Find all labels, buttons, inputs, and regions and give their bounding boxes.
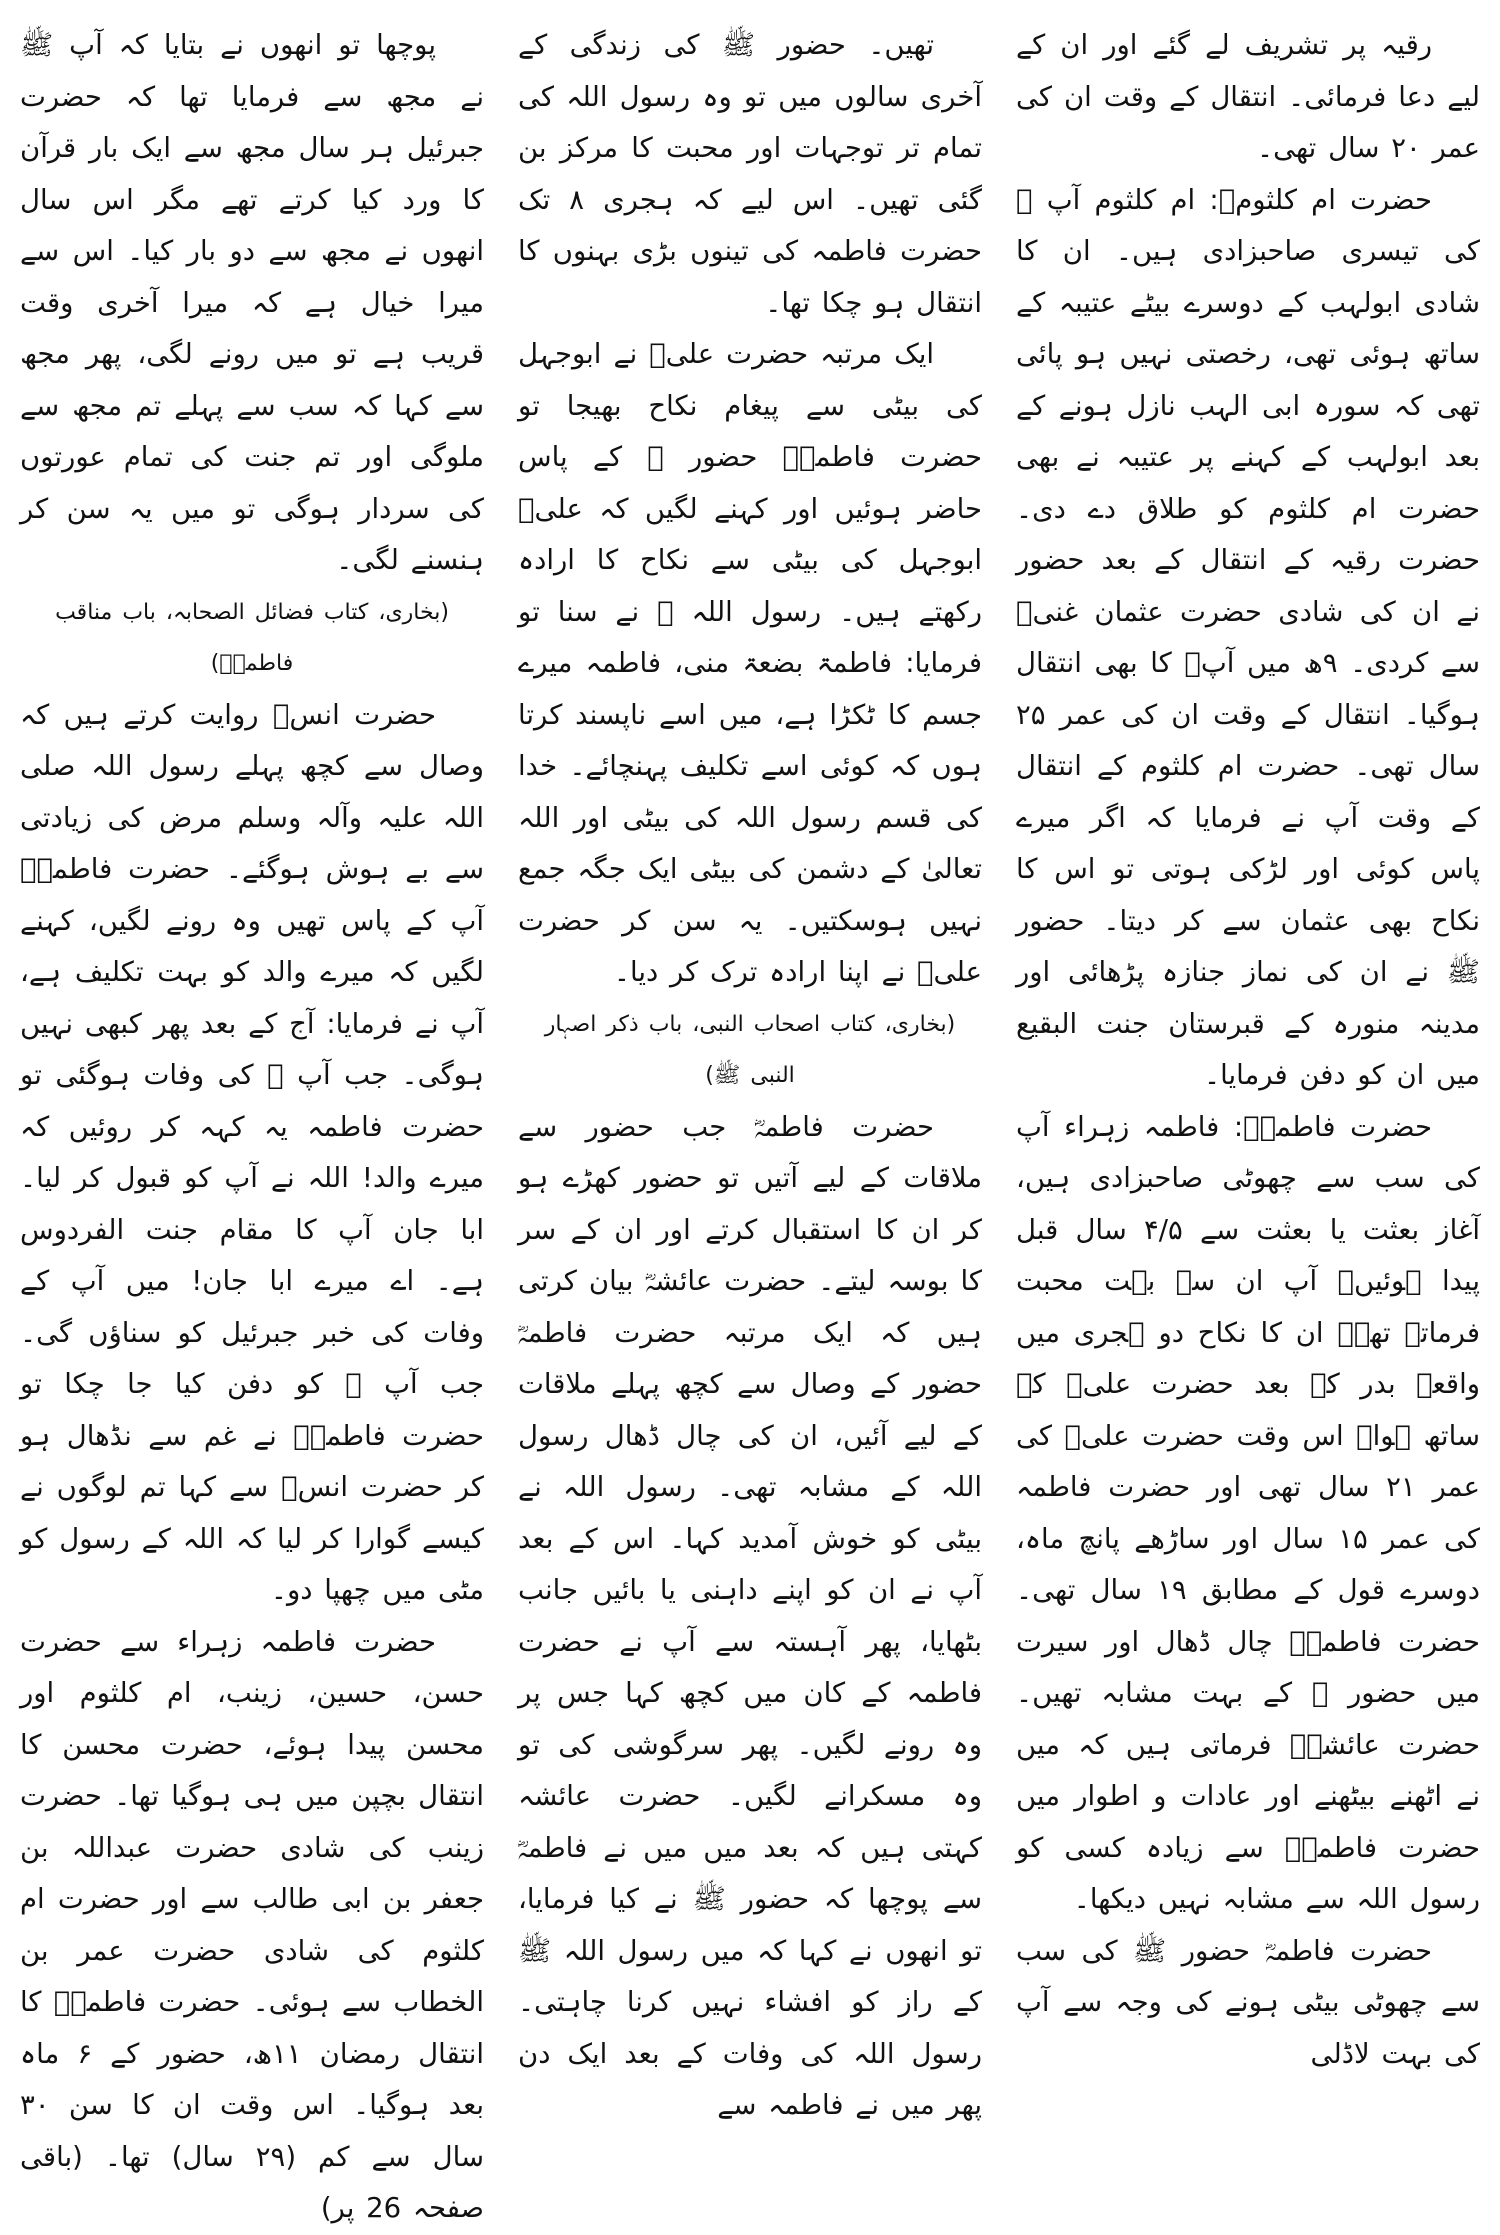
paragraph: حضرت ام کلثومؓ: ام کلثوم آپ ﷺ کی تیسری صاحبزادی ہیں۔ ان کا شادی ابولہب کے دوسرے بیٹے عتیبہ کے ساتھ ہوئی تھی، رخصتی نہیں ہو پائی تھی کہ سورہ ابی الہب نازل ہونے کے بعد ابولہب کے کہنے پر عتیبہ نے بھی حضرت ام کلثوم کو طلاق دے دی۔ حضرت رقیہ کے انتقال کے بعد حضور نے ان کی شادی حضرت عثمان غنیؓ سے کردی۔ ۹ھ میں آپؓ کا بھی انتقال ہوگیا۔ انتقال کے وقت ان کی عمر ۲۵ سال تھی۔ حضرت ام کلثوم کے انتقال کے وقت آپ نے فرمایا کہ اگر میرے پاس کوئی اور لڑکی ہوتی تو اس کا نکاح بھی عثمان سے کر دیتا۔ حضور ﷺ نے ان کی نماز جنازہ پڑھائی اور مدینہ منورہ کے قبرستان جنت البقیع میں ان کو دفن فرمایا۔ <box>1016 183 1480 1091</box>
citation: (بخاری، کتاب اصحاب النبی، باب ذکر اصہار النبی ﷺ) <box>544 1011 956 1088</box>
column-right <box>1016 20 1480 2180</box>
paragraph: رقیہ پر تشریف لے گئے اور ان کے لیے دعا فرمائی۔ انتقال کے وقت ان کی عمر ۲۰ سال تھی۔ <box>1016 29 1480 164</box>
paragraph: حضرت فاطمہؓ حضور ﷺ کی سب سے چھوٹی بیٹی ہونے کی وجہ سے آپ کی بہت لاڈلی <box>1016 1934 1480 2070</box>
paragraph: ایک مرتبہ حضرت علیؓ نے ابوجہل کی بیٹی سے پیغام نکاح بھیجا تو حضرت فاطمہؓ حضور ﷺ کے پاس حاضر ہوئیں اور کہنے لگیں کہ علیؓ ابوجہل کی بیٹی سے نکاح کا ارادہ رکھتے ہیں۔ رسول اللہ ﷺ نے سنا تو فرمایا: فاطمۃ بضعۃ منی، فاطمہ میرے جسم کا ٹکڑا ہے، میں اسے ناپسند کرتا ہوں کہ کوئی اسے تکلیف پہنچائے۔ خدا کی قسم رسول اللہ کی بیٹی اور اللہ تعالیٰ کے دشمن کی بیٹی ایک جگہ جمع نہیں ہوسکتیں۔ یہ سن کر حضرت علیؓ نے اپنا ارادہ ترک کر دیا۔ <box>518 338 982 988</box>
column-left <box>20 20 485 2224</box>
paragraph: حضرت انسؓ روایت کرتے ہیں کہ وصال سے کچھ پہلے رسول اللہ صلی اللہ علیہ وآلہ وسلم مرض کی زیادتی سے بے ہوش ہوگئے۔ حضرت فاطمہؓ آپ کے پاس تھیں وہ رونے لگیں، کہنے لگیں کہ میرے والد کو بہت تکلیف ہے، آپ نے فرمایا: آج کے بعد پھر کبھی نہیں ہوگی۔ جب آپ ﷺ کی وفات ہوگئی تو حضرت فاطمہ یہ کہہ کر روئیں کہ میرے والد! اللہ نے آپ کو قبول کر لیا۔ ابا جان آپ کا مقام جنت الفردوس ہے۔ اے میرے ابا جان! میں آپ کے وفات کی خبر جبرئیل کو سناؤں گی۔ جب آپ ﷺ کو دفن کیا جا چکا تو حضرت فاطمہؓ نے غم سے نڈھال ہو کر حضرت انسؓ سے کہا تم لوگوں نے کیسے گوارا کر لیا کہ اللہ کے رسول کو مٹی میں چھپا دو۔ <box>20 698 484 1606</box>
paragraph: حضرت فاطمہ زہراء سے حضرت حسن، حسین، زینب، ام کلثوم اور محسن پیدا ہوئے، حضرت محسن کا انتقال بچپن میں ہی ہوگیا تھا۔ حضرت زینب کی شادی حضرت عبداللہ بن جعفر بن ابی طالب سے اور حضرت ام کلثوم کی شادی حضرت عمر بن الخطاب سے ہوئی۔ حضرت فاطمہؓ کا انتقال رمضان ۱۱ھ، حضور کے ۶ ماہ بعد ہوگیا۔ اس وقت ان کا سن ۳۰ سال سے کم (۲۹ سال) تھا۔ (باقی صفحہ 26 پر) <box>20 1625 485 2224</box>
citation: (بخاری، کتاب فضائل الصحابہ، باب مناقب فاطمہؓ) <box>55 599 449 676</box>
column-middle <box>518 20 982 2180</box>
paragraph: پوچھا تو انھوں نے بتایا کہ آپ ﷺ نے مجھ سے فرمایا تھا کہ حضرت جبرئیل ہر سال مجھ سے ایک بار قرآن کا ورد کیا کرتے تھے مگر اس سال انھوں نے مجھ سے دو بار کیا۔ اس سے میرا خیال ہے کہ میرا آخری وقت قریب ہے تو میں رونے لگی، پھر مجھ سے کہا کہ سب سے پہلے تم مجھ سے ملوگی اور تم جنت کی تمام عورتوں کی سردار ہوگی تو میں یہ سن کر ہنسنے لگی۔ <box>20 29 484 576</box>
paragraph: حضرت فاطمہؓ جب حضور سے ملاقات کے لیے آتیں تو حضور کھڑے ہو کر ان کا استقبال کرتے اور ان کے سر کا بوسہ لیتے۔ حضرت عائشہؓ بیان کرتی ہیں کہ ایک مرتبہ حضرت فاطمہؓ حضور کے وصال سے کچھ پہلے ملاقات کے لیے آئیں، ان کی چال ڈھال رسول اللہ کے مشابہ تھی۔ رسول اللہ نے بیٹی کو خوش آمدید کہا۔ اس کے بعد آپ نے ان کو اپنے داہنی یا بائیں جانب بٹھایا، پھر آہستہ سے آپ نے حضرت فاطمہ کے کان میں کچھ کہا جس پر وہ رونے لگیں۔ پھر سرگوشی کی تو وہ مسکرانے لگیں۔ حضرت عائشہ کہتی ہیں کہ بعد میں میں نے فاطمہؓ سے پوچھا کہ حضور ﷺ نے کیا فرمایا، تو انھوں نے کہا کہ میں رسول اللہ ﷺ کے راز کو افشاء نہیں کرنا چاہتی۔ رسول اللہ کی وفات کے بعد ایک دن پھر میں نے فاطمہ سے <box>518 1110 982 2121</box>
paragraph: حضرت فاطمہؓ: فاطمہ زہراء آپ کی سب سے چھوٹی صاحبزادی ہیں، آغاز بعثت یا بعثت سے ۴/۵ سال قبل پیدا ہوئیں۔ آپ ان سے بہت محبت فرماتے تھے۔ ان کا نکاح دو ہجری میں واقعہ بدر کے بعد حضرت علیؓ کے ساتھ ہوا۔ اس وقت حضرت علیؓ کی عمر ۲۱ سال تھی اور حضرت فاطمہ کی عمر ۱۵ سال اور ساڑھے پانچ ماہ، دوسرے قول کے مطابق ۱۹ سال تھی۔ حضرت فاطمہؓ چال ڈھال اور سیرت میں حضور ﷺ کے بہت مشابہ تھیں۔ حضرت عائشہؓ فرماتی ہیں کہ میں نے اٹھنے بیٹھنے اور عادات و اطوار میں حضرت فاطمہؓ سے زیادہ کسی کو رسول اللہ سے مشابہ نہیں دیکھا۔ <box>1016 1110 1480 1915</box>
article-page <box>20 20 1480 2224</box>
paragraph: تھیں۔ حضور ﷺ کی زندگی کے آخری سالوں میں تو وہ رسول اللہ کی تمام تر توجہات اور محبت کا مرکز بن گئی تھیں۔ اس لیے کہ ہجری ۸ تک حضرت فاطمہ کی تینوں بڑی بہنوں کا انتقال ہو چکا تھا۔ <box>518 29 982 319</box>
